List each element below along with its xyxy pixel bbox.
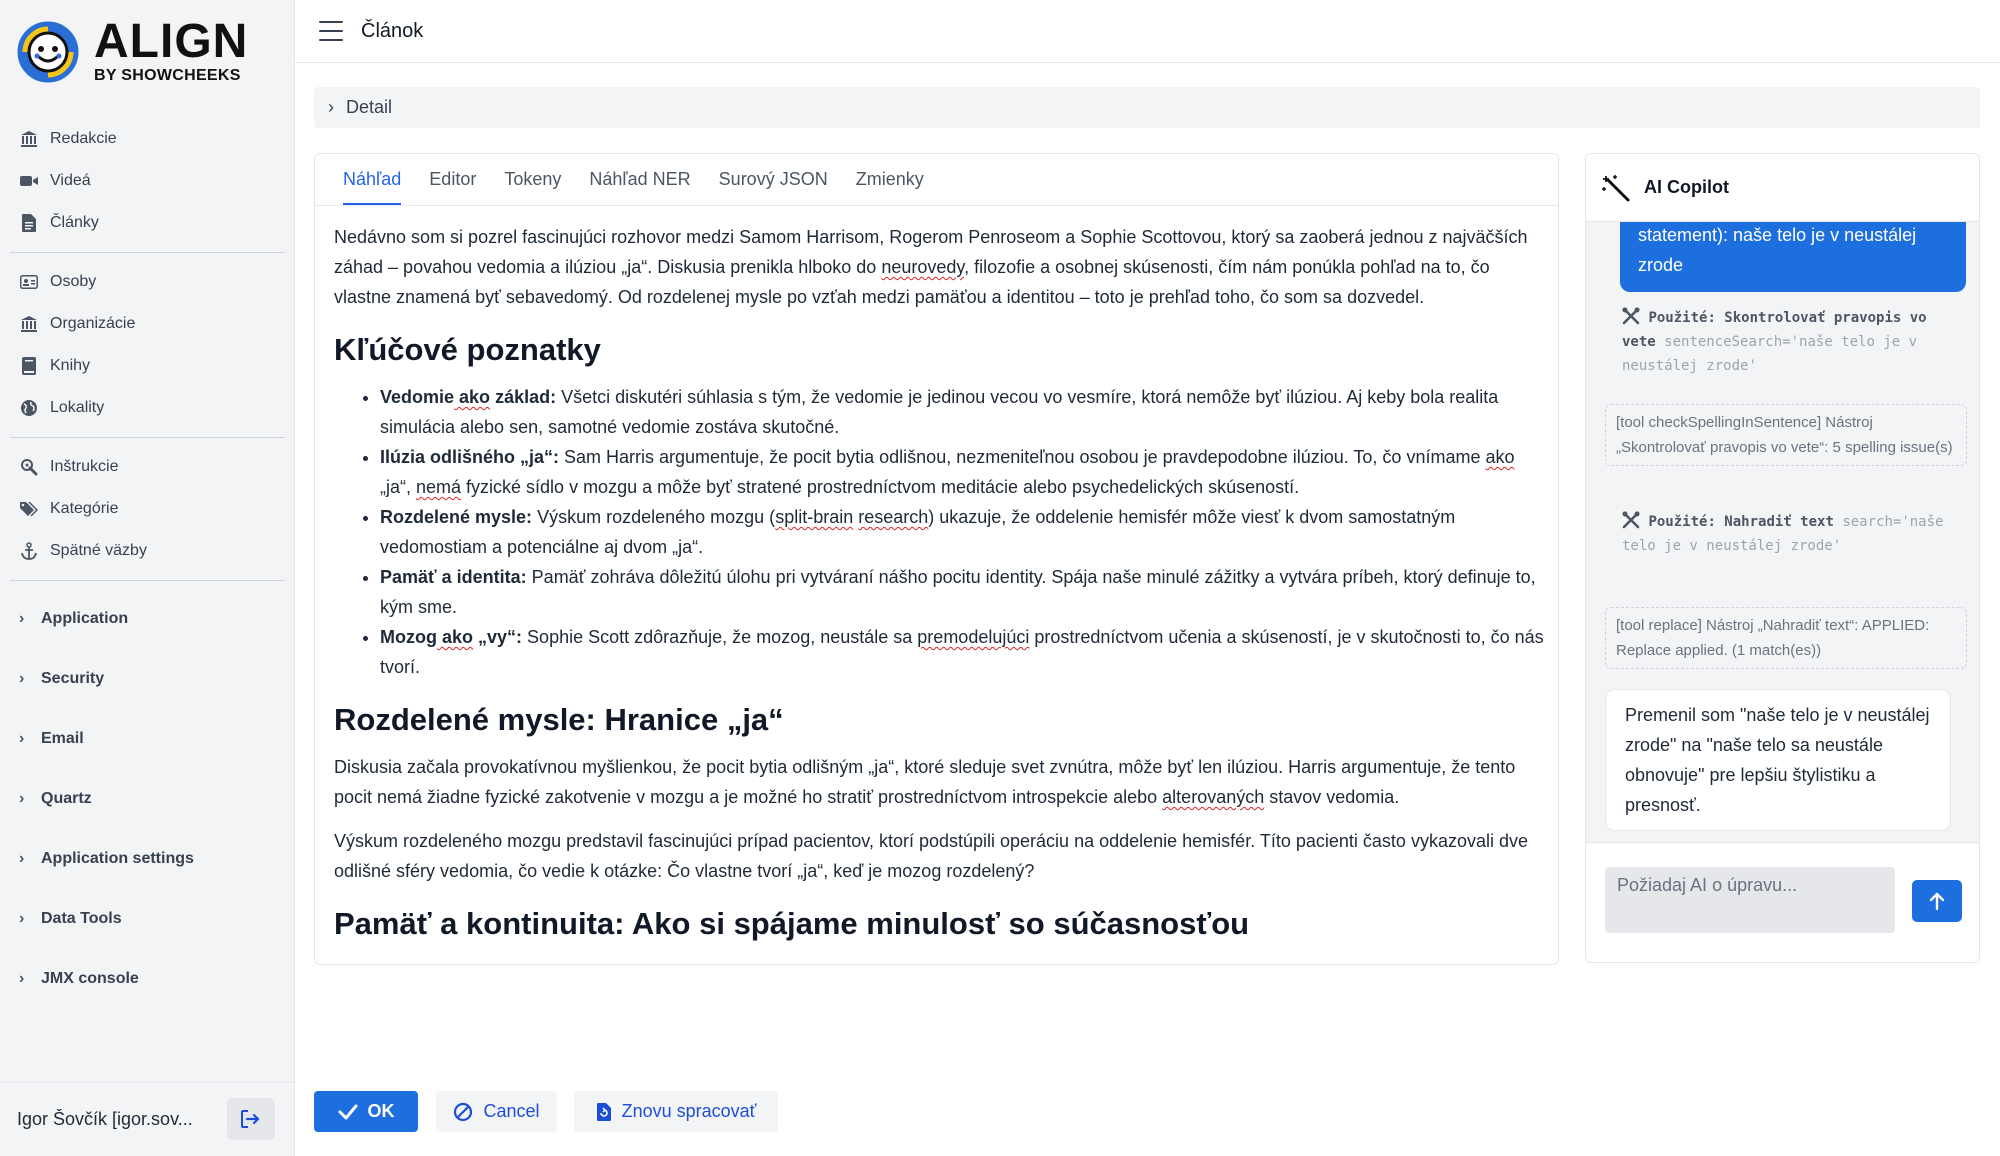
copilot-title: AI Copilot (1644, 177, 1729, 197)
reprocess-button[interactable] (574, 1091, 778, 1132)
tools-icon (19, 457, 39, 477)
bank-icon (19, 129, 39, 149)
sidebar-item-label: Lokality (50, 399, 105, 416)
ai-copilot-panel (1585, 153, 1980, 963)
copilot-messages (1586, 222, 1980, 842)
logout-icon (241, 1110, 261, 1128)
send-button[interactable] (1912, 880, 1962, 922)
logo-face-icon (17, 21, 79, 83)
sidebar-item-label: Videá (50, 172, 91, 189)
tab-nahlad[interactable]: Náhľad (343, 169, 401, 205)
sidebar-group-application[interactable] (0, 589, 295, 649)
sidebar-item-instrukcie[interactable] (0, 446, 295, 488)
chevron-right-icon: › (19, 610, 25, 627)
sidebar-group-label: Application settings (41, 850, 194, 867)
chevron-right-icon: › (19, 670, 25, 687)
spelling-error: neurovedy (881, 257, 965, 277)
sidebar-group-data-tools[interactable] (0, 889, 295, 949)
sidebar-item-knihy[interactable] (0, 345, 295, 387)
sidebar-divider (10, 580, 285, 581)
tab-nahlad-ner[interactable]: Náhľad NER (589, 169, 691, 189)
spelling-error: split-brain (775, 507, 854, 527)
tool-log: [tool replace] Nástroj „Nahradiť text“: APPLIED: Replace applied. (1 match(es)) (1605, 607, 1967, 669)
sidebar-group-label: JMX console (41, 970, 139, 987)
sidebar-group-jmx-console[interactable] (0, 949, 295, 1009)
user-message: statement): naše telo je v neustálej zrode (1620, 222, 1966, 292)
document-icon (19, 213, 39, 233)
tab-tokeny[interactable]: Tokeny (504, 169, 562, 189)
spelling-error: ako (436, 627, 474, 647)
brand-logo[interactable] (17, 15, 249, 86)
brand-tagline: BY SHOWCHEEKS (94, 67, 241, 84)
ok-button[interactable] (314, 1091, 418, 1132)
spelling-error: nemá (416, 477, 462, 497)
sidebar-item-label: Inštrukcie (50, 458, 119, 475)
cancel-icon (453, 1102, 473, 1122)
paragraph: Výskum rozdeleného mozgu predstavil fascinujúci prípad pacientov, ktorí podstúpili operáciu na oddelenie hemisfér. Títo pacienti často vykazovali dve odlišné sféry vedomia, čo vedie k otázke: Čo vlastne tvorí „ja“, keď je mozog rozdelený? (334, 831, 1528, 881)
chevron-right-icon: › (19, 910, 25, 927)
chevron-right-icon: › (328, 97, 334, 117)
spelling-error: alterovaných (1162, 787, 1265, 807)
copilot-prompt-input[interactable] (1605, 867, 1895, 933)
sidebar-item-redakcie[interactable] (0, 118, 295, 160)
cancel-button[interactable] (436, 1091, 557, 1132)
sidebar-divider (10, 252, 285, 253)
paragraph: Diskusia začala provokatívnou myšlienkou, že pocit bytia odlišným „ja“, ktoré sleduje svet zvnútra, môže byť len ilúziou. Harris argumentuje, že tento pocit nemá žiadne fyzické zakotvenie v mozgu a je možné ho stratiť prostredníctvom introspekcie alebo alterovaných stavov vedomia. (334, 757, 1516, 807)
user-name: Igor Šovčík [igor.sov... (17, 1109, 193, 1129)
list-item: • Rozdelené mysle: Výskum rozdeleného mozgu (split-brain research) ukazuje, že oddelenie hemisfér môže viesť k dvom samostatným vedomostiam a potenciálne aj dvom „ja“. (380, 502, 1544, 562)
spelling-error: ako (1485, 447, 1515, 467)
sidebar (0, 0, 295, 1156)
sidebar-item-label: Články (50, 214, 99, 231)
list-item: • Pamäť a identita: Pamäť zohráva dôležitú úlohu pri vytváraní nášho pocitu identity. Spája naše minulé zážitky a vytvára príbeh, ktorý definuje to, kým sme. (380, 562, 1544, 622)
chevron-right-icon: › (19, 970, 25, 987)
sidebar-item-kategorie[interactable] (0, 488, 295, 530)
detail-accordion[interactable] (314, 87, 1980, 128)
tab-editor[interactable]: Editor (429, 169, 477, 189)
sidebar-group-security[interactable] (0, 649, 295, 709)
reprocess-label: Znovu spracovať (621, 1101, 757, 1121)
sidebar-item-label: Redakcie (50, 130, 117, 147)
article-panel (314, 153, 1559, 965)
list-item: • Vedomie ako základ: Všetci diskutéri súhlasia s tým, že vedomie je jedinou vecou vo vesmíre, ktorá nemôže byť ilúziou. Aj keby bola realita simulácia alebo sen, samotné vedomie zostáva skutočné. (380, 382, 1544, 442)
tool-call: Použité: Nahradiť text search='naše telo je v neustálej zrode' (1622, 510, 1968, 558)
brand-name: ALIGN (94, 15, 249, 68)
sidebar-group-label: Email (41, 730, 84, 747)
check-icon (338, 1104, 358, 1120)
sidebar-group-application-settings[interactable] (0, 829, 295, 889)
sidebar-item-label: Kategórie (50, 500, 119, 517)
sidebar-item-videa[interactable] (0, 160, 295, 202)
sidebar-item-osoby[interactable] (0, 261, 295, 303)
section-heading-split-minds: Rozdelené mysle: Hranice „ja“ (334, 702, 784, 737)
tools-icon (1622, 307, 1640, 325)
sidebar-group-quartz[interactable] (0, 769, 295, 829)
cancel-label: Cancel (483, 1101, 540, 1121)
bank-icon (19, 314, 39, 334)
tool-log: [tool checkSpellingInSentence] Nástroj „Skontrolovať pravopis vo vete“: 5 spelling issue(s) (1605, 404, 1967, 466)
menu-toggle-icon[interactable] (319, 21, 343, 41)
document-refresh-icon (596, 1102, 612, 1122)
book-icon (19, 356, 39, 376)
page-title: Článok (361, 19, 424, 42)
top-bar (295, 0, 2000, 63)
assistant-message: Premenil som "naše telo je v neustálej zrode" na "naše telo sa neustále obnovuje" pre lepšiu štylistiku a presnosť. (1605, 689, 1951, 831)
tool-call: Použité: Skontrolovať pravopis vo vete sentenceSearch='naše telo je v neustálej zrode' (1622, 306, 1968, 378)
article-tabs (315, 154, 1558, 206)
spelling-error: ako (454, 387, 491, 407)
sidebar-group-label: Quartz (41, 790, 92, 807)
id-card-icon (19, 272, 39, 292)
detail-label: Detail (346, 97, 393, 117)
section-heading-memory: Pamäť a kontinuita: Ako si spájame minulosť so súčasnosťou (334, 906, 1250, 941)
sidebar-group-label: Data Tools (41, 910, 122, 927)
copilot-input-area (1586, 842, 1980, 963)
list-item: • Mozog ako „vy“: Sophie Scott zdôrazňuje, že mozog, neustále sa premodelujúci prostredníctvom učenia a skúseností, je v skutočnosti to, čo nás tvorí. (380, 622, 1544, 682)
video-icon (19, 171, 39, 191)
ok-label: OK (367, 1101, 395, 1121)
section-heading-key-insights: Kľúčové poznatky (334, 332, 601, 367)
sidebar-group-label: Security (41, 670, 105, 687)
sidebar-item-label: Organizácie (50, 315, 136, 332)
logout-button[interactable] (227, 1098, 275, 1140)
article-preview (334, 222, 1544, 962)
spelling-error: premodelujúci (917, 627, 1030, 647)
list-item: • Ilúzia odlišného „ja“: Sam Harris argumentuje, že pocit bytia odlišnou, nezmeniteľnou osobou je pravdepodobne ilúziou. To, čo vnímame ako „ja“, nemá fyzické sídlo v mozgu a môže byť stratené prostredníctvom meditácie alebo psychedelických skúseností. (380, 442, 1544, 502)
sidebar-item-spatne-vazby[interactable] (0, 530, 295, 572)
chevron-right-icon: › (19, 790, 25, 807)
sidebar-item-label: Spätné väzby (50, 542, 147, 559)
tags-icon (19, 499, 39, 519)
arrow-up-icon (1929, 891, 1945, 911)
intro-paragraph: Nedávno som si pozrel fascinujúci rozhovor medzi Samom Harrisom, Rogerom Penroseom a Sophie Scottovou, ktorý sa zaoberá jednou z najväčších záhad – povahou vedomia a ilúziou „ja“. Diskusia prenikla hlboko do neurovedy, filozofie a osobnej skúsenosti, čím nám ponúkla pohľad na to, čo vlastne znamená byť sebavedomý. Od rozdelenej mysle po vzťah medzi pamäťou a identitou – toto je prehľad toho, čo som sa dozvedel. (334, 227, 1528, 307)
tab-surovy-json[interactable]: Surový JSON (718, 169, 828, 189)
sidebar-item-organizacie[interactable] (0, 303, 295, 345)
chevron-right-icon: › (19, 730, 25, 747)
sidebar-item-clanky[interactable] (0, 202, 295, 244)
globe-icon (19, 398, 39, 418)
chevron-right-icon: › (19, 850, 25, 867)
sidebar-group-label: Application (41, 610, 129, 627)
tools-icon (1622, 511, 1640, 529)
sidebar-nav (0, 118, 295, 1009)
sidebar-item-lokality[interactable] (0, 387, 295, 429)
sidebar-item-label: Osoby (50, 273, 97, 290)
key-insights-list (380, 382, 1544, 682)
tab-zmienky[interactable]: Zmienky (855, 169, 924, 189)
user-bar (0, 1082, 295, 1156)
sidebar-item-label: Knihy (50, 357, 91, 374)
magic-wand-icon (1602, 174, 1630, 202)
sidebar-group-email[interactable] (0, 709, 295, 769)
sidebar-divider (10, 437, 285, 438)
anchor-icon (19, 541, 39, 561)
copilot-header (1586, 154, 1979, 222)
spelling-error: research (858, 507, 929, 527)
